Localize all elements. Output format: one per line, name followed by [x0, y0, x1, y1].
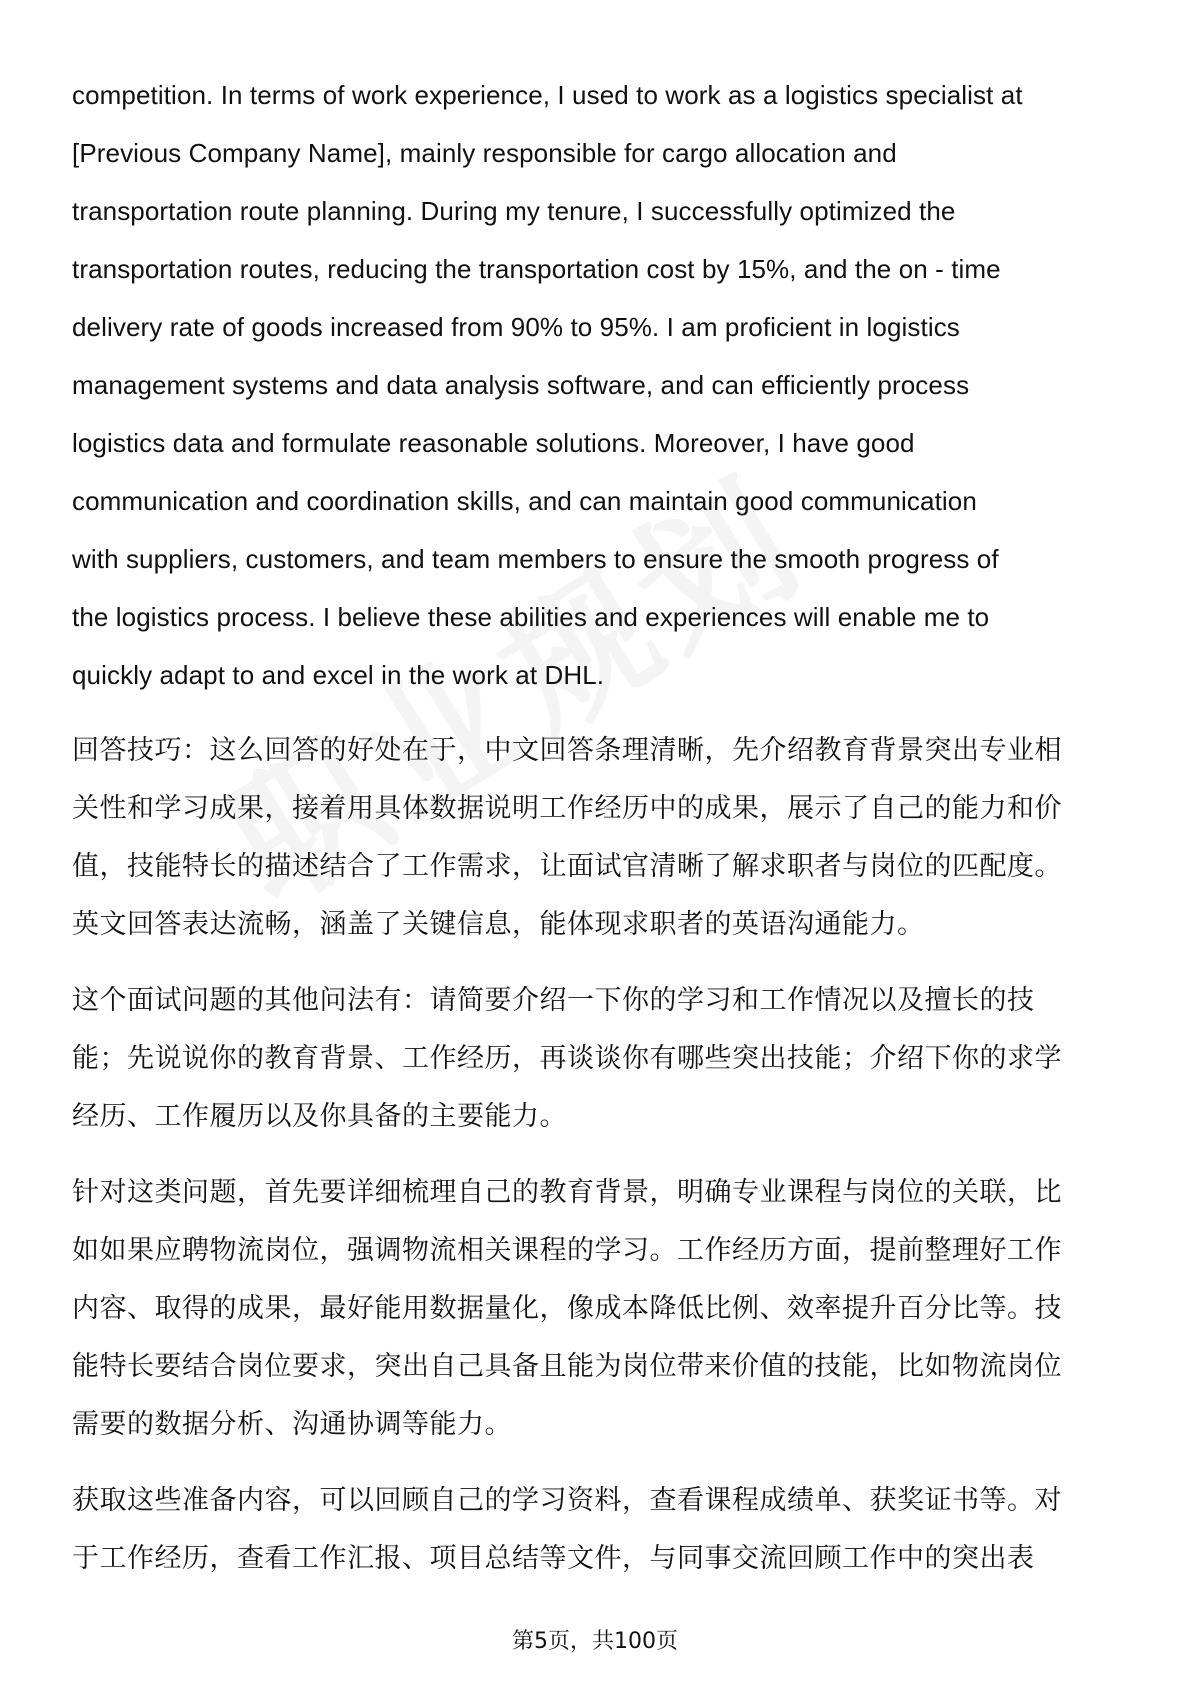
paragraph-preparation-sources: 获取这些准备内容，可以回顾自己的学习资料，查看课程成绩单、获奖证书等。对 于工作经历，查看工作汇报、项目总结等文件，与同事交流回顾工作中的突出表	[72, 1485, 1062, 1574]
page-number: 第5页，共100页	[512, 1629, 678, 1654]
paragraph-answer-tips: 回答技巧：这么回答的好处在于，中文回答条理清晰，先介绍教育背景突出专业相 关性和学习成果，接着用具体数据说明工作经历中的成果，展示了自己的能力和价 值，技能特长的描述结合了工作需求，让面试官清晰了解求职者与岗位的匹配度。 英文回答表达流畅，涵盖了关键信息，能体现求职者的英语沟通能力。	[72, 735, 1062, 940]
paragraph-english-answer: competition. In terms of work experience, I used to work as a logistics specialist at [Previous Company Name], mainly responsible for cargo allocation and transportation route planning. During my tenure, I successfully optimized the transportation routes, reducing the transportation cost by 15%, and the on - time delivery rate of goods increased from 90% to 95%. I am proficient in logistics management systems and data analysis software, and can efficiently process logistics data and formulate reasonable solutions. Moreover, I have good communication and coordination skills, and can maintain good communication with suppliers, customers, and team members to ensure the smooth progress of the logistics process. I believe these abilities and experiences will enable me to quickly adapt to and excel in the work at DHL.	[72, 80, 1023, 690]
paragraph-preparation-advice: 针对这类问题，首先要详细梳理自己的教育背景，明确专业课程与岗位的关联，比 如如果应聘物流岗位，强调物流相关课程的学习。工作经历方面，提前整理好工作 内容、取得的成果，最好能用数据量化，像成本降低比例、效率提升百分比等。技 能特长要结合岗位要求，突出自己具备且能为岗位带来价值的技能，比如物流岗位 需要的数据分析、沟通协调等能力。	[72, 1177, 1062, 1440]
paragraph-alternative-questions: 这个面试问题的其他问法有：请简要介绍一下你的学习和工作情况以及擅长的技 能；先说说你的教育背景、工作经历，再谈谈你有哪些突出技能；介绍下你的求学 经历、工作履历以及你具备的主要能力。	[72, 985, 1062, 1132]
document-body	[72, 66, 1120, 1588]
